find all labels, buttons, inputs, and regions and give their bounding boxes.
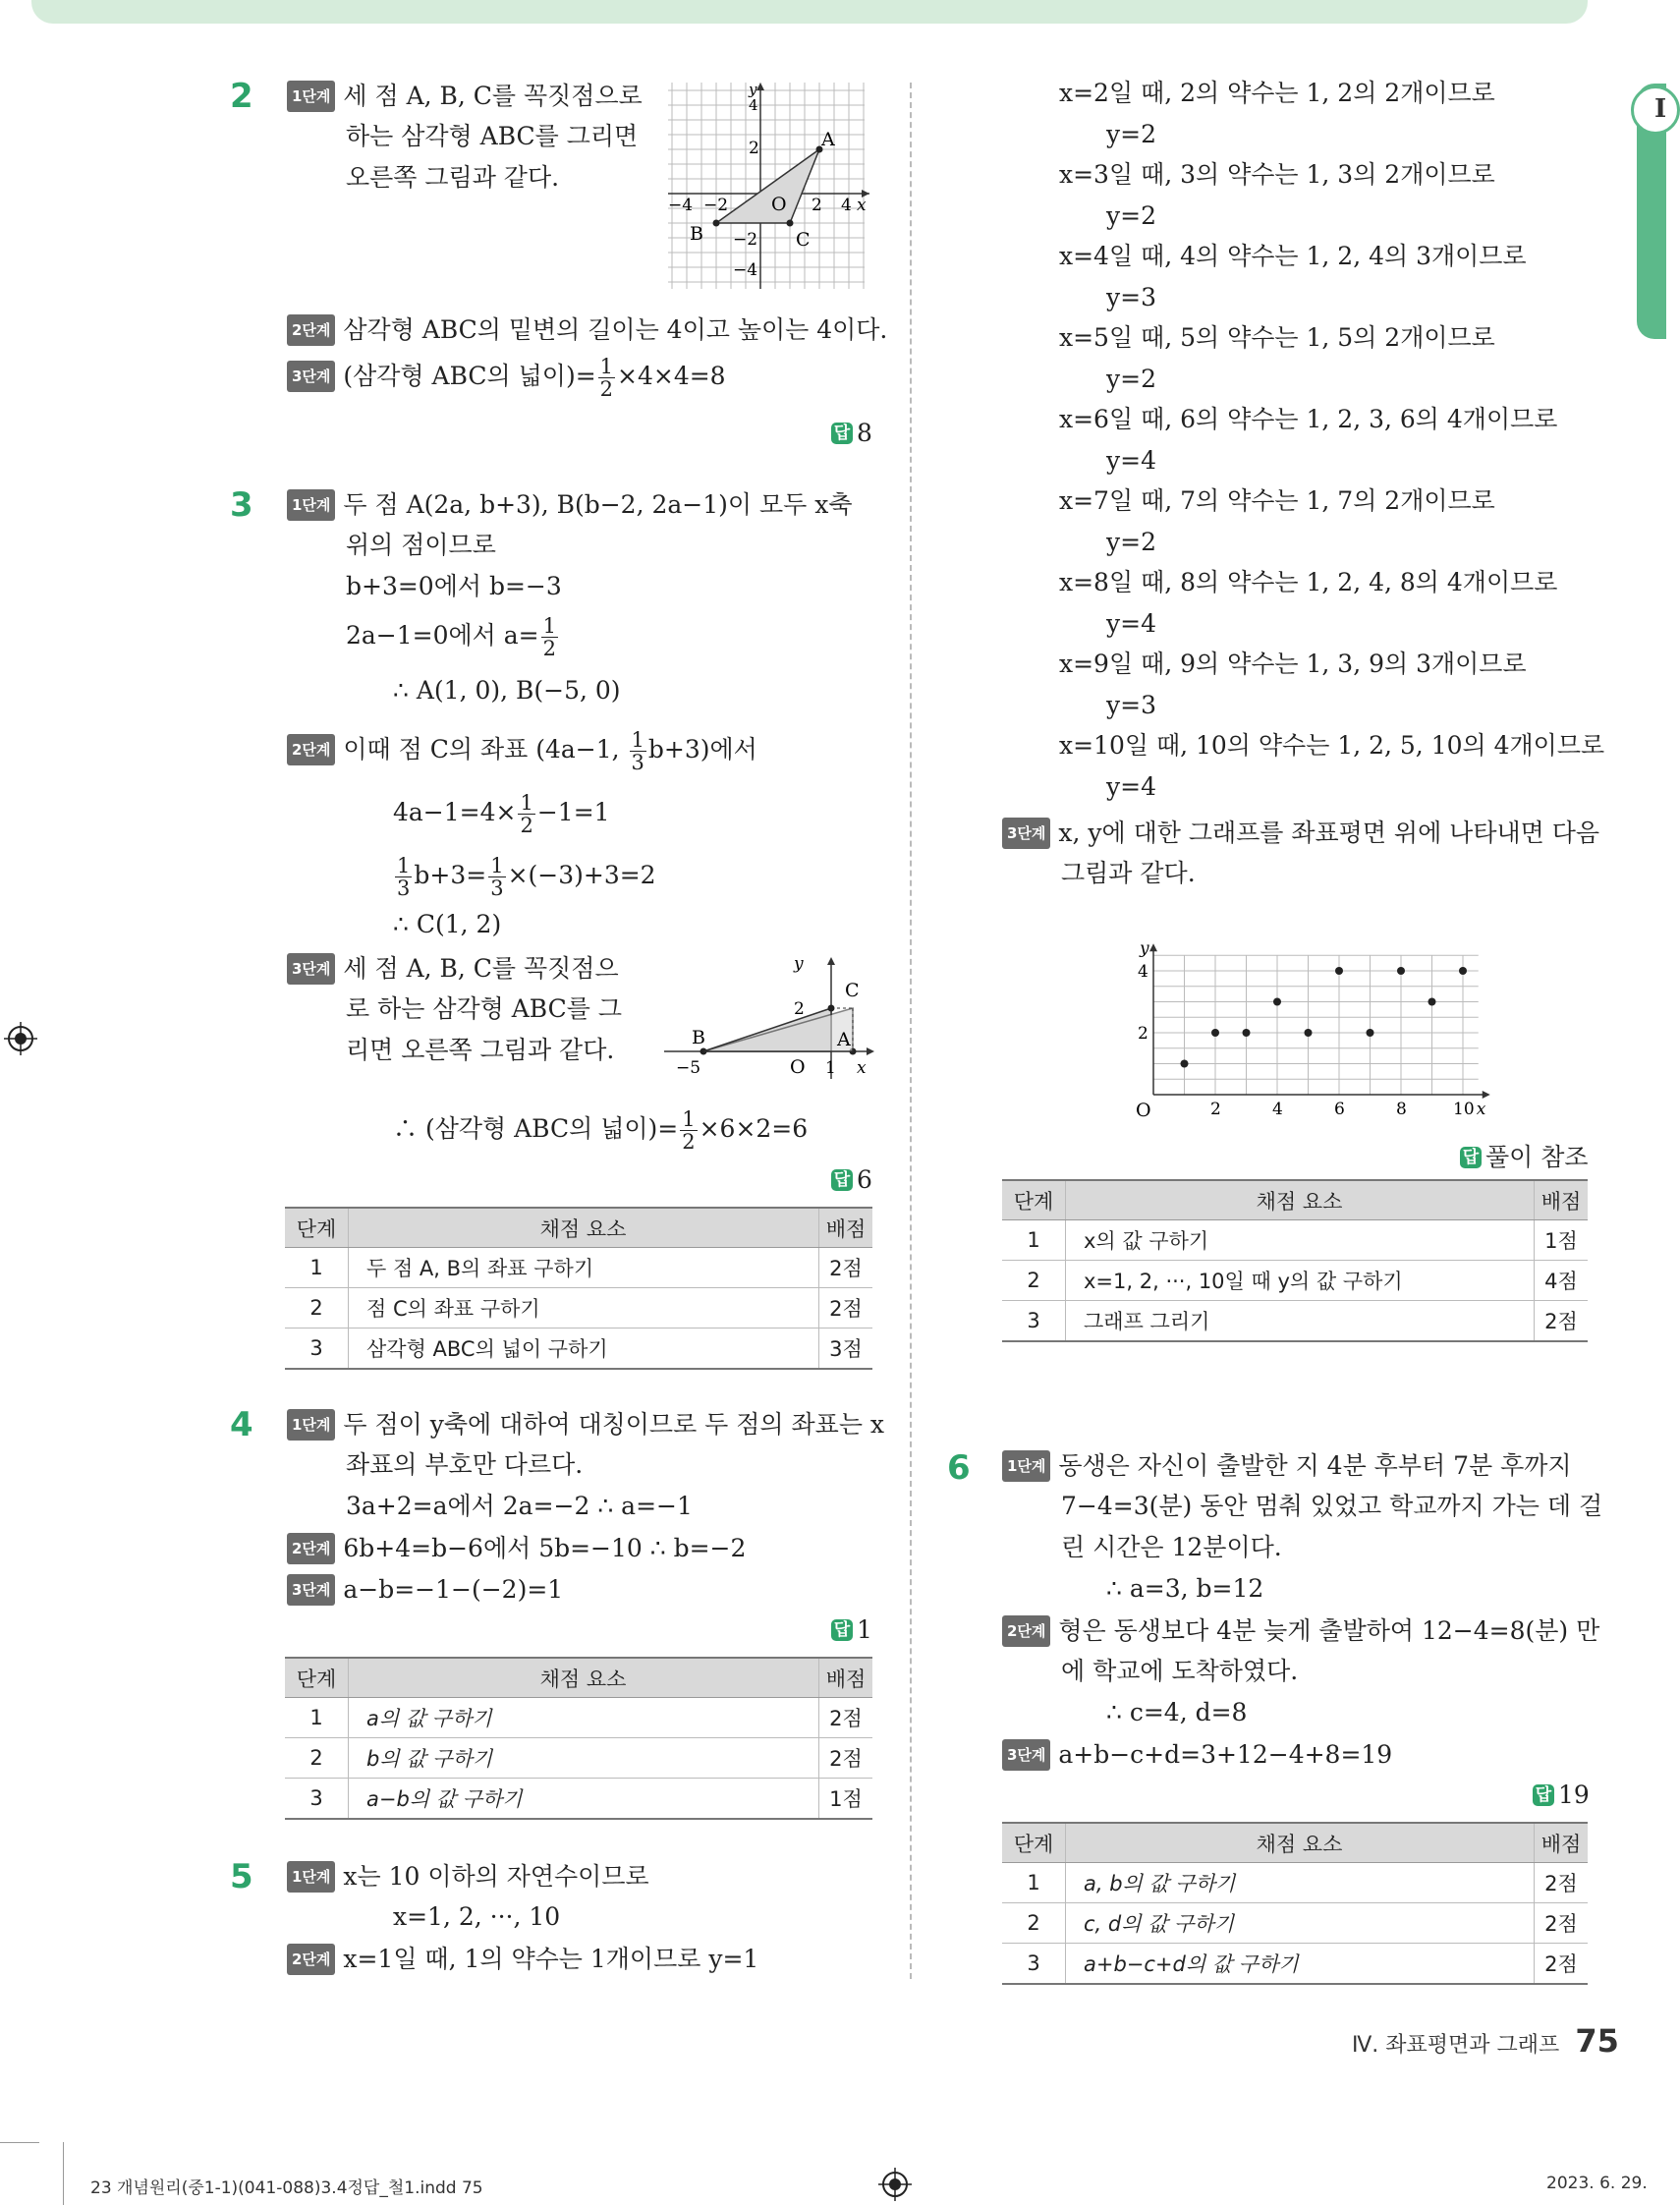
- p5-divisor-list: [1059, 79, 1604, 813]
- x-axis-label: x: [1476, 1100, 1486, 1119]
- p6-l8-text: a+b−c+d=3+12−4+8=19: [1058, 1740, 1393, 1769]
- table-row: 1 두 점 A, B의 좌표 구하기 2점: [285, 1248, 872, 1288]
- p2-l5a: (삼각형 ABC의 넓이)=: [343, 362, 596, 390]
- fraction: $\frac{1}{2}$: [682, 1107, 696, 1154]
- answer-icon: 답: [1460, 1147, 1482, 1168]
- p2-l1-text: 세 점 A, B, C를 꼭짓점으로: [343, 82, 643, 110]
- p5-step3-line-1: [1002, 818, 1599, 849]
- p2-line-5: [287, 356, 726, 400]
- table-row: 2 x=1, 2, ···, 10일 때 y의 값 구하기 4점: [1002, 1261, 1588, 1301]
- p5-l1-text: x는 10 이하의 자연수이므로: [343, 1862, 649, 1891]
- svg-text:1: 1: [825, 1058, 836, 1078]
- tick-label-y4: 4: [1138, 962, 1148, 982]
- p6-l1-text: 동생은 자신이 출발한 지 4분 후부터 7분 후까지: [1058, 1451, 1572, 1480]
- chapter-roman: I: [1654, 94, 1667, 124]
- triangle-abc: [716, 149, 819, 223]
- p5-scatter-chart: [1136, 898, 1509, 1120]
- p2-line-4: [287, 314, 887, 346]
- p4-line-4: [287, 1533, 746, 1564]
- list-item: y=4: [1106, 446, 1156, 475]
- p6-line-4: ∴ a=3, b=12: [1106, 1574, 1264, 1603]
- p2-line-1: [287, 81, 643, 112]
- svg-text:x: x: [857, 1058, 867, 1078]
- tick-label-x4: 4: [1272, 1100, 1283, 1119]
- p2-line-2: 하는 삼각형 ABC를 그리면: [346, 122, 639, 150]
- list-item: x=8일 때, 8의 약수는 1, 2, 4, 8의 4개이므로: [1059, 568, 1558, 596]
- p6-line-5: [1002, 1615, 1599, 1647]
- list-item: x=9일 때, 9의 약수는 1, 3, 9의 3개이므로: [1059, 650, 1527, 678]
- step-badge: 1단계: [287, 1409, 335, 1441]
- step-badge: 3단계: [287, 1574, 335, 1606]
- p3-l6b: b+3)에서: [647, 735, 757, 763]
- problem-6-number: 6: [947, 1448, 971, 1488]
- fraction: $\frac{1}{3}$: [631, 728, 644, 774]
- list-item: x=7일 때, 7의 약수는 1, 7의 2개이므로: [1059, 486, 1495, 515]
- data-point: [1211, 1029, 1219, 1037]
- fraction: $\frac{1}{3}$: [490, 854, 504, 900]
- p3-l1-text: 두 점 A(2a, b+3), B(b−2, 2a−1)이 모두 x축: [343, 490, 853, 519]
- list-item: x=2일 때, 2의 약수는 1, 2의 2개이므로: [1059, 79, 1495, 107]
- step-badge: 2단계: [287, 1533, 335, 1564]
- step-badge: 1단계: [1002, 1450, 1050, 1482]
- print-date: 2023. 6. 29.: [1546, 2174, 1648, 2193]
- svg-text:−2: −2: [733, 230, 758, 250]
- table-row: 2 c, d의 값 구하기 2점: [1002, 1903, 1588, 1944]
- p6-score-table: 단계 채점 요소 배점 1 a, b의 값 구하기 2점 2 c, d의 값 구하기 2점 3 a+b−c+d의 값 구하기 2점: [1002, 1822, 1588, 1985]
- fraction: $\frac{1}{3}$: [397, 854, 411, 900]
- tick-label-x2: 2: [1210, 1100, 1221, 1119]
- p5-step3-line-2: 그림과 같다.: [1061, 859, 1196, 887]
- tick-label-x6: 6: [1334, 1100, 1345, 1119]
- svg-text:2: 2: [749, 139, 759, 158]
- chapter-title: Ⅳ. 좌표평면과 그래프: [1352, 2033, 1560, 2058]
- p3-l8b: ×(−3)+3=2: [507, 861, 656, 889]
- problem-2-number: 2: [230, 77, 253, 116]
- svg-text:A: A: [821, 129, 835, 150]
- p2-answer: [831, 419, 872, 447]
- table-row: 2 b의 값 구하기 2점: [285, 1738, 872, 1779]
- p3-l13a: ∴ (삼각형 ABC의 넓이)=: [393, 1114, 679, 1143]
- list-item: x=6일 때, 6의 약수는 1, 2, 3, 6의 4개이므로: [1059, 405, 1558, 433]
- step-badge: 3단계: [1002, 1739, 1050, 1771]
- list-item: y=4: [1106, 609, 1156, 638]
- p2-answer-value: 8: [857, 419, 872, 447]
- data-point: [1243, 1029, 1251, 1037]
- p6-answer: [1533, 1781, 1590, 1809]
- list-item: x=4일 때, 4의 약수는 1, 2, 4의 3개이므로: [1059, 242, 1527, 270]
- table-row: 3 a+b−c+d의 값 구하기 2점: [1002, 1944, 1588, 1985]
- p6-line-6: 에 학교에 도착하였다.: [1061, 1657, 1299, 1685]
- svg-text:4: 4: [841, 196, 852, 215]
- step-badge: 1단계: [287, 81, 335, 112]
- p4-answer: [831, 1615, 872, 1644]
- p3-line-13: [393, 1108, 808, 1153]
- crop-mark: [0, 2142, 39, 2143]
- table-row: 1 x의 값 구하기 1점: [1002, 1220, 1588, 1261]
- p3-line-1: [287, 489, 852, 521]
- p5-score-table: 단계 채점 요소 배점 1 x의 값 구하기 1점 2 x=1, 2, ···, 10일 때 y의 값 구하기 4점 3 그래프 그리기 2점: [1002, 1179, 1588, 1342]
- page-number: 75: [1575, 2022, 1619, 2060]
- p3-line-4: [346, 615, 560, 659]
- svg-text:2: 2: [812, 196, 822, 215]
- crop-mark: [63, 2142, 64, 2205]
- p3-line-5: ∴ A(1, 0), B(−5, 0): [393, 676, 621, 705]
- p2-line-3: 오른쪽 그림과 같다.: [346, 163, 560, 192]
- p4-answer-value: 1: [857, 1615, 872, 1644]
- svg-text:O: O: [790, 1056, 806, 1078]
- svg-text:C: C: [796, 229, 811, 251]
- data-point: [1397, 967, 1405, 975]
- p3-l8a: b+3=: [414, 861, 487, 889]
- p4-line-3: 3a+2=a에서 2a=−2 ∴ a=−1: [346, 1492, 693, 1520]
- table-row: 2 점 C의 좌표 구하기 2점: [285, 1288, 872, 1329]
- p4-l5-text: a−b=−1−(−2)=1: [343, 1575, 564, 1604]
- data-point: [1273, 998, 1281, 1006]
- p2-triangle-graph: [668, 83, 874, 294]
- p3-line-7: [393, 792, 610, 836]
- list-item: y=2: [1106, 120, 1156, 148]
- data-point: [1181, 1060, 1189, 1068]
- p3-line-10: [287, 953, 619, 985]
- tick-label-x8: 8: [1396, 1100, 1407, 1119]
- p5-answer: [1460, 1138, 1589, 1173]
- svg-text:−2: −2: [703, 196, 729, 215]
- table-row: 3 a−b의 값 구하기 1점: [285, 1779, 872, 1820]
- p2-l5b: ×4×4=8: [617, 362, 726, 390]
- y-axis-label: y: [1140, 938, 1149, 959]
- p6-line-3: 린 시간은 12분이다.: [1061, 1533, 1282, 1561]
- p6-line-1: [1002, 1450, 1572, 1482]
- fraction: $\frac{1}{2}$: [520, 791, 533, 837]
- p3-score-table: 단계 채점 요소 배점 1 두 점 A, B의 좌표 구하기 2점 2 점 C의 좌표 구하기 2점 3 삼각형 ABC의 넓이 구하기 3점: [285, 1207, 872, 1370]
- step-badge: 2단계: [287, 1944, 335, 1975]
- p3-line-2: 위의 점이므로: [346, 531, 496, 559]
- p3-l7a: 4a−1=4×: [393, 798, 517, 826]
- p3-answer-value: 6: [857, 1165, 872, 1194]
- p2-l4-text: 삼각형 ABC의 밑변의 길이는 4이고 높이는 4이다.: [343, 315, 888, 344]
- p4-line-2: 좌표의 부호만 다르다.: [346, 1450, 584, 1479]
- tick-label-y2: 2: [1138, 1024, 1148, 1044]
- list-item: y=2: [1106, 201, 1156, 230]
- p3-line-12: 리면 오른쪽 그림과 같다.: [346, 1036, 615, 1064]
- p5-l3-text: x=1일 때, 1의 약수는 1개이므로 y=1: [343, 1945, 759, 1973]
- step-badge: 1단계: [287, 1861, 335, 1893]
- svg-text:A: A: [837, 1029, 851, 1050]
- fraction: $\frac{1}{2}$: [542, 614, 556, 660]
- step-badge: 2단계: [1002, 1615, 1050, 1647]
- answer-icon: 답: [831, 1169, 853, 1191]
- top-band: [31, 0, 1588, 24]
- p6-l5-text: 형은 동생보다 4분 늦게 출발하여 12−4=8(분) 만: [1058, 1616, 1600, 1645]
- p6-line-2: 7−4=3(분) 동안 멈춰 있었고 학교까지 가는 데 걸: [1061, 1492, 1603, 1520]
- svg-text:C: C: [845, 980, 860, 1001]
- svg-text:4: 4: [749, 96, 758, 114]
- registration-mark-icon: [4, 1022, 37, 1055]
- p3-l10-text: 세 점 A, B, C를 꼭짓점으: [343, 954, 619, 983]
- y-axis-arrow: [1149, 943, 1157, 951]
- step-badge: 3단계: [287, 361, 335, 392]
- p5-line-2: x=1, 2, ···, 10: [393, 1902, 561, 1931]
- data-point: [1428, 998, 1436, 1006]
- list-item: y=2: [1106, 365, 1156, 393]
- list-item: x=10일 때, 10의 약수는 1, 2, 5, 10의 4개이므로: [1059, 731, 1605, 760]
- p3-line-3: b+3=0에서 b=−3: [346, 572, 562, 600]
- table-row: 3 그래프 그리기 2점: [1002, 1301, 1588, 1342]
- answer-icon: 답: [1533, 1784, 1554, 1806]
- p3-l7b: −1=1: [536, 798, 610, 826]
- p3-answer: [831, 1165, 872, 1194]
- p5-answer-value: 풀이 참조: [1485, 1143, 1589, 1171]
- svg-text:B: B: [692, 1027, 705, 1048]
- svg-text:−5: −5: [676, 1058, 701, 1078]
- p3-l13b: ×6×2=6: [699, 1114, 809, 1143]
- list-item: y=2: [1106, 528, 1156, 556]
- table-row: 1 a의 값 구하기 2점: [285, 1698, 872, 1738]
- svg-text:−4: −4: [733, 260, 758, 280]
- svg-text:x: x: [857, 196, 867, 215]
- p4-line-5: [287, 1574, 563, 1606]
- table-row: 1 a, b의 값 구하기 2점: [1002, 1863, 1588, 1903]
- column-divider: [910, 83, 912, 1979]
- step-badge: 3단계: [1002, 818, 1050, 849]
- p3-line-6: [287, 729, 757, 773]
- list-item: x=5일 때, 5의 약수는 1, 5의 2개이므로: [1059, 323, 1495, 352]
- list-item: y=3: [1106, 691, 1156, 719]
- p6-line-7: ∴ c=4, d=8: [1106, 1698, 1248, 1726]
- p6-answer-value: 19: [1558, 1781, 1590, 1809]
- p5-line-3: [287, 1944, 758, 1975]
- p5-s3-l1-text: x, y에 대한 그래프를 좌표평면 위에 나타내면 다음: [1058, 819, 1600, 847]
- answer-icon: 답: [831, 423, 853, 444]
- chapter-footer: [1352, 2022, 1619, 2060]
- p3-line-9: ∴ C(1, 2): [393, 910, 502, 938]
- svg-text:B: B: [690, 223, 703, 245]
- print-slug: 23 개념원리(중1-1)(041-088)3.4정답_철1.indd 75: [90, 2178, 483, 2198]
- p3-line-8: [393, 855, 656, 899]
- list-item: x=3일 때, 3의 약수는 1, 3의 2개이므로: [1059, 160, 1495, 189]
- problem-4-number: 4: [230, 1405, 253, 1444]
- tick-label-x10: 10: [1453, 1100, 1475, 1119]
- step-badge: 2단계: [287, 734, 335, 765]
- p3-l6a: 이때 점 C의 좌표 (4a−1,: [343, 735, 628, 763]
- p3-l4a: 2a−1=0에서 a=: [346, 621, 539, 650]
- step-badge: 3단계: [287, 953, 335, 985]
- problem-3-number: 3: [230, 485, 253, 525]
- svg-text:O: O: [771, 194, 787, 215]
- table-row: 3 삼각형 ABC의 넓이 구하기 3점: [285, 1329, 872, 1370]
- p4-l1-text: 두 점이 y축에 대하여 대칭이므로 두 점의 좌표는 x: [343, 1410, 885, 1439]
- registration-mark-icon: [878, 2168, 912, 2201]
- data-point: [1335, 967, 1343, 975]
- svg-text:2: 2: [794, 999, 805, 1019]
- p6-line-8: [1002, 1739, 1392, 1771]
- problem-5-number: 5: [230, 1857, 253, 1896]
- svg-text:y: y: [749, 81, 757, 98]
- x-axis-arrow: [1483, 1091, 1490, 1099]
- answer-icon: 답: [831, 1619, 853, 1641]
- data-point: [1367, 1029, 1374, 1037]
- svg-text:−4: −4: [668, 196, 694, 215]
- origin-label: O: [1136, 1100, 1151, 1121]
- p4-score-table: 단계 채점 요소 배점 1 a의 값 구하기 2점 2 b의 값 구하기 2점 3 a−b의 값 구하기 1점: [285, 1657, 872, 1820]
- p3-triangle-graph: [664, 953, 875, 1081]
- list-item: y=3: [1106, 283, 1156, 311]
- step-badge: 1단계: [287, 489, 335, 521]
- p4-line-1: [287, 1409, 884, 1441]
- p3-line-11: 로 하는 삼각형 ABC를 그: [346, 994, 623, 1023]
- p4-l4-text: 6b+4=b−6에서 5b=−10 ∴ b=−2: [343, 1534, 747, 1562]
- svg-text:y: y: [794, 954, 804, 974]
- data-point: [1305, 1029, 1313, 1037]
- step-badge: 2단계: [287, 314, 335, 346]
- p5-line-1: [287, 1861, 649, 1893]
- data-point: [1459, 967, 1467, 975]
- list-item: y=4: [1106, 772, 1156, 801]
- fraction: $\frac{1}{2}$: [599, 355, 614, 401]
